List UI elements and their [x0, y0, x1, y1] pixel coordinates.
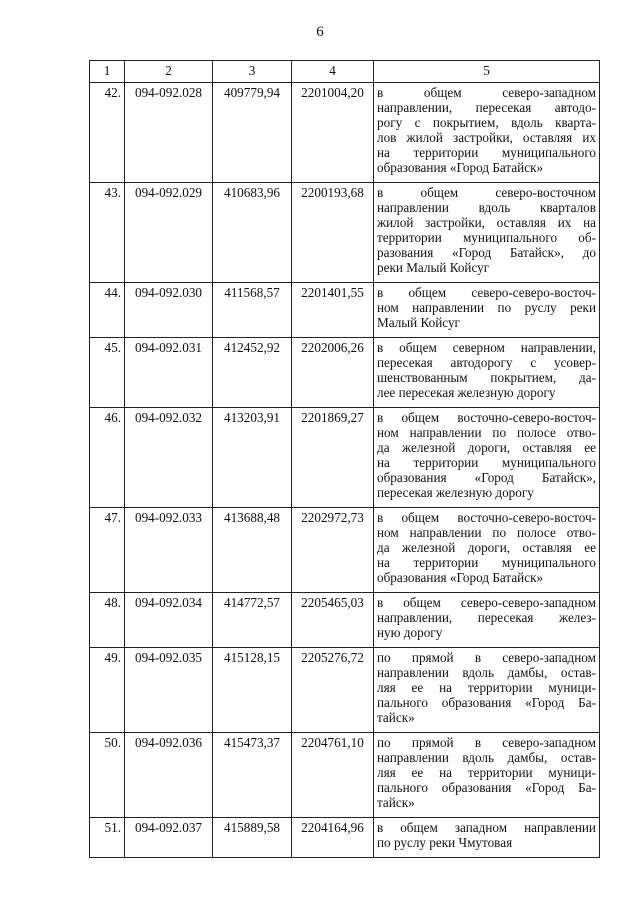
header-cell-1: 1 — [90, 61, 125, 83]
description-line: шенствованным покрытием, да- — [377, 370, 596, 385]
description-line: пального образования «Город Ба- — [377, 695, 596, 710]
description-line: в общем северном направлении, — [377, 340, 596, 355]
row-number-cell: 50. — [90, 733, 125, 818]
row-number-cell: 46. — [90, 408, 125, 508]
description-line: лов жилой застройки, оставляя их — [377, 130, 596, 145]
point-code-cell: 094-092.037 — [125, 818, 213, 858]
y-coordinate-cell: 2205276,72 — [292, 648, 374, 733]
description-line: ном направлении по полосе отво- — [377, 525, 596, 540]
y-coordinate-cell: 2202972,73 — [292, 508, 374, 593]
description-line: ную дорогу — [377, 625, 443, 640]
description-line: лее пересекая железную дорогу — [377, 385, 556, 400]
x-coordinate-cell: 414772,57 — [213, 593, 292, 648]
table-row — [90, 648, 600, 733]
table-body — [90, 83, 600, 858]
description-line: рогу с покрытием, вдоль кварта- — [377, 115, 596, 130]
row-number-cell: 44. — [90, 283, 125, 338]
description-line: ном направлении по руслу реки — [377, 300, 596, 315]
row-number-cell: 45. — [90, 338, 125, 408]
description-line: направлении, пересекая автодо- — [377, 100, 596, 115]
header-cell-3: 3 — [213, 61, 292, 83]
description-cell — [374, 818, 600, 858]
description-cell — [374, 83, 600, 183]
description-line: в общем западном направлении — [377, 820, 596, 835]
row-number-cell: 47. — [90, 508, 125, 593]
point-code-cell: 094-092.028 — [125, 83, 213, 183]
table-row — [90, 733, 600, 818]
x-coordinate-cell: 411568,57 — [213, 283, 292, 338]
point-code-cell: 094-092.035 — [125, 648, 213, 733]
description-line: по руслу реки Чмутовая — [377, 835, 513, 850]
x-coordinate-cell: 413203,91 — [213, 408, 292, 508]
row-number-cell: 51. — [90, 818, 125, 858]
description-line: пересекая железную дорогу — [377, 485, 534, 500]
description-line: да железной дороги, оставляя ее — [377, 540, 596, 555]
x-coordinate-cell: 415128,15 — [213, 648, 292, 733]
y-coordinate-cell: 2201004,20 — [292, 83, 374, 183]
header-row — [90, 61, 600, 83]
description-line: в общем восточно-северо-восточ- — [377, 410, 596, 425]
description-line: да железной дороги, оставляя ее — [377, 440, 596, 455]
description-line: Малый Койсуг — [377, 315, 460, 330]
table-row — [90, 83, 600, 183]
y-coordinate-cell: 2200193,68 — [292, 183, 374, 283]
boundary-table — [89, 60, 600, 858]
description-line: по прямой в северо-западном — [377, 650, 596, 665]
description-cell — [374, 338, 600, 408]
description-line: в общем северо-восточном — [377, 185, 596, 200]
x-coordinate-cell: 412452,92 — [213, 338, 292, 408]
row-number-cell: 48. — [90, 593, 125, 648]
description-line: разования «Город Батайск», до — [377, 245, 596, 260]
description-line: тайск» — [377, 795, 415, 810]
point-code-cell: 094-092.034 — [125, 593, 213, 648]
y-coordinate-cell: 2204761,10 — [292, 733, 374, 818]
table-row — [90, 283, 600, 338]
table-row — [90, 338, 600, 408]
description-line: на территории муниципального — [377, 555, 596, 570]
description-line: в общем северо-западном — [377, 85, 596, 100]
description-line: образования «Город Батайск», — [377, 470, 596, 485]
description-line: в общем восточно-северо-восточ- — [377, 510, 596, 525]
description-line: образования «Город Батайск» — [377, 160, 544, 175]
description-line: направлении вдоль дамбы, остав- — [377, 665, 596, 680]
table-header — [90, 61, 600, 83]
description-line: реки Малый Койсуг — [377, 260, 490, 275]
description-line: пального образования «Город Ба- — [377, 780, 596, 795]
description-line: направлении вдоль кварталов — [377, 200, 596, 215]
point-code-cell: 094-092.036 — [125, 733, 213, 818]
point-code-cell: 094-092.029 — [125, 183, 213, 283]
y-coordinate-cell: 2201869,27 — [292, 408, 374, 508]
point-code-cell: 094-092.031 — [125, 338, 213, 408]
x-coordinate-cell: 410683,96 — [213, 183, 292, 283]
header-cell-2: 2 — [125, 61, 213, 83]
x-coordinate-cell: 413688,48 — [213, 508, 292, 593]
y-coordinate-cell: 2201401,55 — [292, 283, 374, 338]
description-cell — [374, 733, 600, 818]
row-number-cell: 49. — [90, 648, 125, 733]
x-coordinate-cell: 415473,37 — [213, 733, 292, 818]
page-number: 6 — [316, 24, 324, 40]
description-line: на территории муниципального — [377, 145, 596, 160]
description-line: в общем северо-северо-западном — [377, 595, 596, 610]
description-line: ляя ее на территории муници- — [377, 680, 596, 695]
table-row — [90, 508, 600, 593]
description-line: по прямой в северо-западном — [377, 735, 596, 750]
description-line: ном направлении по полосе отво- — [377, 425, 596, 440]
description-cell — [374, 283, 600, 338]
row-number-cell: 43. — [90, 183, 125, 283]
description-cell — [374, 183, 600, 283]
table-row — [90, 593, 600, 648]
description-line: тайск» — [377, 710, 415, 725]
description-cell — [374, 508, 600, 593]
x-coordinate-cell: 409779,94 — [213, 83, 292, 183]
description-line: в общем северо-северо-восточ- — [377, 285, 596, 300]
description-line: пересекая автодорогу с усовер- — [377, 355, 596, 370]
table-row — [90, 408, 600, 508]
description-cell — [374, 593, 600, 648]
point-code-cell: 094-092.033 — [125, 508, 213, 593]
description-line: ляя ее на территории муници- — [377, 765, 596, 780]
table-row — [90, 818, 600, 858]
y-coordinate-cell: 2204164,96 — [292, 818, 374, 858]
description-line: направлении, пересекая желез- — [377, 610, 596, 625]
table-row — [90, 183, 600, 283]
description-cell — [374, 648, 600, 733]
header-cell-5: 5 — [374, 61, 600, 83]
description-cell — [374, 408, 600, 508]
point-code-cell: 094-092.030 — [125, 283, 213, 338]
description-line: жилой застройки, оставляя их на — [377, 215, 596, 230]
description-line: на территории муниципального — [377, 455, 596, 470]
point-code-cell: 094-092.032 — [125, 408, 213, 508]
description-line: образования «Город Батайск» — [377, 570, 544, 585]
header-cell-4: 4 — [292, 61, 374, 83]
description-line: территории муниципального об- — [377, 230, 596, 245]
x-coordinate-cell: 415889,58 — [213, 818, 292, 858]
description-line: направлении вдоль дамбы, остав- — [377, 750, 596, 765]
y-coordinate-cell: 2202006,26 — [292, 338, 374, 408]
row-number-cell: 42. — [90, 83, 125, 183]
y-coordinate-cell: 2205465,03 — [292, 593, 374, 648]
